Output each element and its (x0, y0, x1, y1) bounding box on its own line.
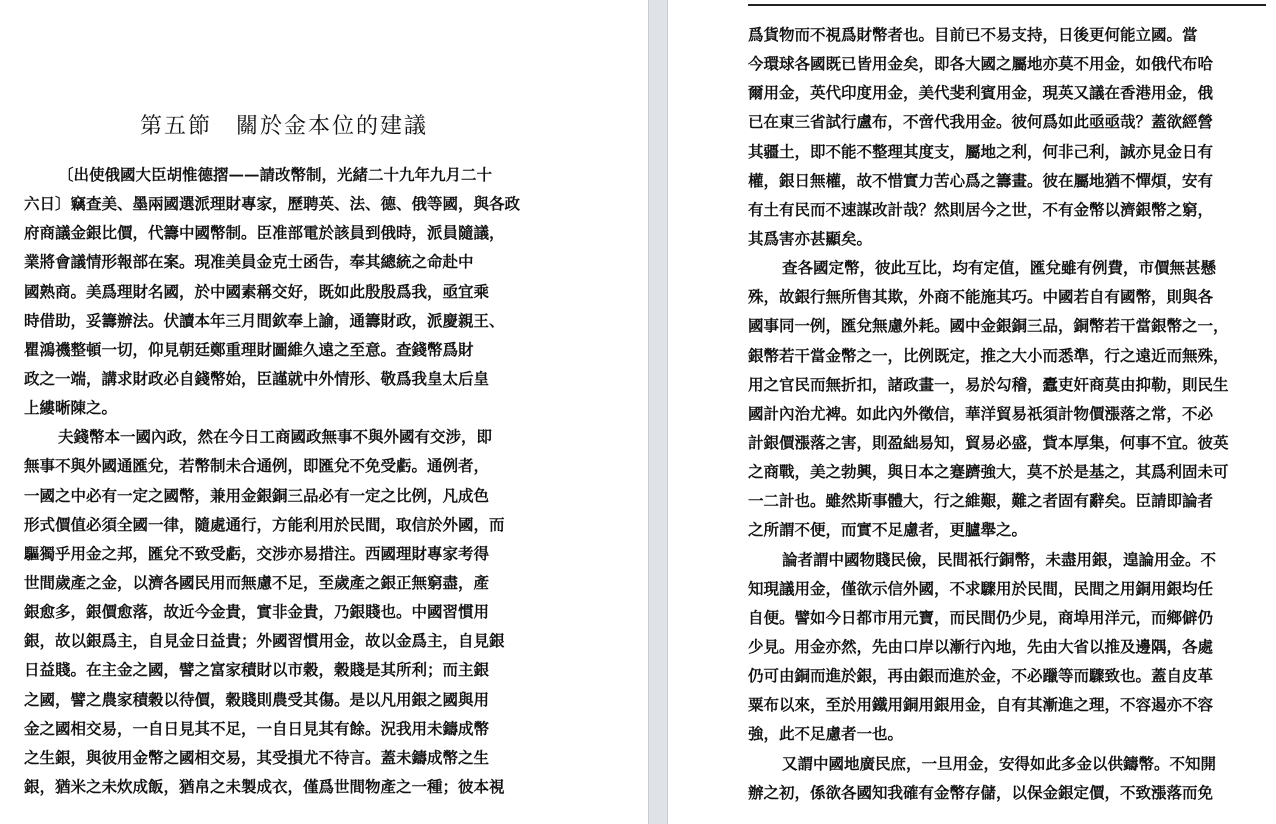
left-page-text-line: 府商議金銀比價，代籌中國幣制。臣准部電於該員到俄時，派員隨議， (24, 223, 505, 243)
right-page-text-line: 粟布以來，至於用鐵用銅用銀用金，自有其漸進之理，不容遏亦不容 (748, 695, 1214, 715)
left-page-text-line: 業將會議情形報部在案。現准美員金克士函告，奉其總統之命赴中 (24, 252, 474, 272)
right-page-text-line: 其爲害亦甚顯矣。 (748, 228, 873, 248)
left-page-text-line: 銀，猶米之未炊成飯，猶帛之未製成衣，僅爲世間物產之一種；彼本視 (24, 776, 505, 796)
right-page-text-line: 用之官民而無折扣，諸政畫一，易於勾稽，蠹吏奸商莫由抑勒，則民生 (748, 374, 1229, 394)
left-page-text-line: 夫錢幣本一國內政，然在今日工商國政無事不與外國有交涉，即 (58, 427, 493, 447)
left-page-text-line: 瞿鴻禨整頓一切，仰見朝廷鄭重理財圖維久遠之至意。查錢幣爲財 (24, 339, 474, 359)
left-page-text-line: 之生銀，與彼用金幣之國相交易，其受損尤不待言。蓋未鑄成幣之生 (24, 747, 490, 767)
left-page-text-line: 無事不與外國通匯兌，若幣制未合通例，即匯兌不免受虧。通例者， (24, 456, 490, 476)
right-page-text-line: 少見。用金亦然，先由口岸以漸行內地，先由大省以推及邊隅，各處 (748, 636, 1214, 656)
right-page-text-line: 國計內治尤裨。如此內外徵信，華洋貿易祇須計物價漲落之常，不必 (748, 403, 1214, 423)
right-page-text-line: 仍可由銅而進於銀，再由銀而進於金，不必躐等而驟致也。蓋自皮革 (748, 666, 1214, 686)
right-page-text-line: 爾用金，英代印度用金，美代斐利賓用金，現英又議在香港用金，俄 (748, 83, 1214, 103)
right-page-text-line: 爲貨物而不視爲財幣者也。目前已不易支持，日後更何能立國。當 (748, 25, 1198, 44)
right-page-text-line: 論者謂中國物賤民儉，民間祇行銅幣，未盡用銀，遑論用金。不 (782, 549, 1217, 569)
left-page-text-line: 金之國相交易，一自日見其不足，一自日見其有餘。況我用未鑄成幣 (24, 718, 490, 738)
left-page-text-line: 國熟商。美爲理財名國，於中國素稱交好，既如此殷殷爲我，亟宜乘 (24, 281, 490, 301)
right-page-text-line: 查各國定幣，彼此互比，均有定值，匯兌雖有例費，市價無甚懸 (782, 258, 1217, 278)
right-page-text-line: 之商戰，美之勃興，與日本之蹇躋強大，莫不於是基之，其爲利固未可 (748, 462, 1229, 482)
right-page-text (748, 20, 1266, 807)
left-page-text-line: 時借助，妥籌辦法。伏讀本年三月間欽奉上諭，通籌財政，派慶親王、 (24, 310, 505, 330)
left-page-text-line: 六日〕竊查美、墨兩國選派理財專家，歷聘英、法、德、俄等國，與各政 (24, 194, 521, 214)
right-page-text-line: 有土有民而不速謀改計哉？然則居今之世，不有金幣以濟銀幣之窮， (748, 199, 1214, 219)
left-page-text-line: 驅獨乎用金之邦，匯兌不致受虧，交涉亦易措注。西國理財專家考得 (24, 543, 490, 563)
right-page-text-line: 計銀價漲落之害，則盈絀易知，貿易必盛，貲本厚集，何事不宜。彼英 (748, 432, 1229, 452)
left-page-text-line: 之國，譬之農家積穀以待價，穀賤則農受其傷。是以凡用銀之國與用 (24, 689, 490, 709)
page-gutter (648, 0, 668, 824)
right-page-text-line: 辦之初，係欲各國知我確有金幣存儲，以保金銀定價，不致漲落而免 (748, 782, 1214, 802)
right-page-text-line: 今環球各國既已皆用金矣，即各大國之屬地亦莫不用金，如俄代布哈 (748, 54, 1214, 74)
right-page-text-line: 國事同一例，匯兌無慮外耗。國中金銀銅三品，銅幣若干當銀幣之一， (748, 316, 1229, 336)
left-page-text-line: 上縷晰陳之。 (24, 398, 118, 418)
left-page-text-line: 日益賤。在主金之國，譬之富家積財以市穀，穀賤是其所利；而主銀 (24, 660, 490, 680)
right-page-text-line: 又謂中國地廣民庶，一旦用金，安得如此多金以供鑄幣。不知開 (782, 753, 1217, 773)
right-page-text-line: 知現議用金，僅欲示信外國，不求驟用於民間，民間之用銅用銀均任 (748, 578, 1214, 598)
left-page-text-line: 〔出使俄國大臣胡惟德摺——請改幣制，光緒二十九年九月二十 (58, 165, 493, 184)
left-page-text-line: 形式價值必須全國一律，隨處通行，方能利用於民間，取信於外國，而 (24, 514, 505, 534)
left-page-text-line: 銀，故以銀爲主，自見金日益貴；外國習慣用金，故以金爲主，自見銀 (24, 631, 505, 651)
right-page-text-line: 已在東三省試行盧布，不啻代我用金。彼何爲如此亟亟哉？蓋欲經營 (748, 112, 1214, 132)
left-page-text-line: 政之一端，講求財政必自錢幣始，臣謹就中外情形、敬爲我皇太后皇 (24, 368, 490, 388)
right-page-text-line: 之所謂不便，而實不足慮者，更臚舉之。 (748, 520, 1028, 540)
right-page-text-line: 其疆土，即不能不整理其度支，屬地之利，何非己利，誠亦見金日有 (748, 141, 1214, 161)
right-page-text-line: 權，銀日無權，故不惜實力苦心爲之籌畫。彼在屬地猶不憚煩，安有 (748, 170, 1214, 190)
right-page-text-line: 一二計也。雖然斯事體大，行之維艱，難之者固有辭矣。臣請即論者 (748, 491, 1214, 511)
top-rule (748, 4, 1266, 6)
right-page-text-line: 殊，故銀行無所售其欺，外商不能施其巧。中國若自有國幣，則與各 (748, 287, 1214, 307)
right-page-text-line: 銀幣若干當金幣之一，比例既定，推之大小而悉準，行之遠近而無殊， (748, 345, 1229, 365)
right-page-text-line: 自便。譬如今日都市用元寶，而民間仍少見，商埠用洋元，而鄉僻仍 (748, 607, 1214, 627)
right-page (668, 0, 1276, 824)
left-page-text-line: 一國之中必有一定之國幣，兼用金銀銅三品必有一定之比例，凡成色 (24, 485, 490, 505)
left-page-text-line: 銀愈多，銀價愈落，故近今金貴，實非金貴，乃銀賤也。中國習慣用 (24, 602, 490, 622)
section-title: 第五節 關於金本位的建議 (139, 113, 428, 139)
left-page-text-line: 世間歲產之金，以濟各國民用而無慮不足，至歲產之銀正無窮盡，產 (24, 572, 490, 592)
left-page-text (24, 160, 548, 801)
right-page-text-line: 強，此不足慮者一也。 (748, 724, 904, 744)
